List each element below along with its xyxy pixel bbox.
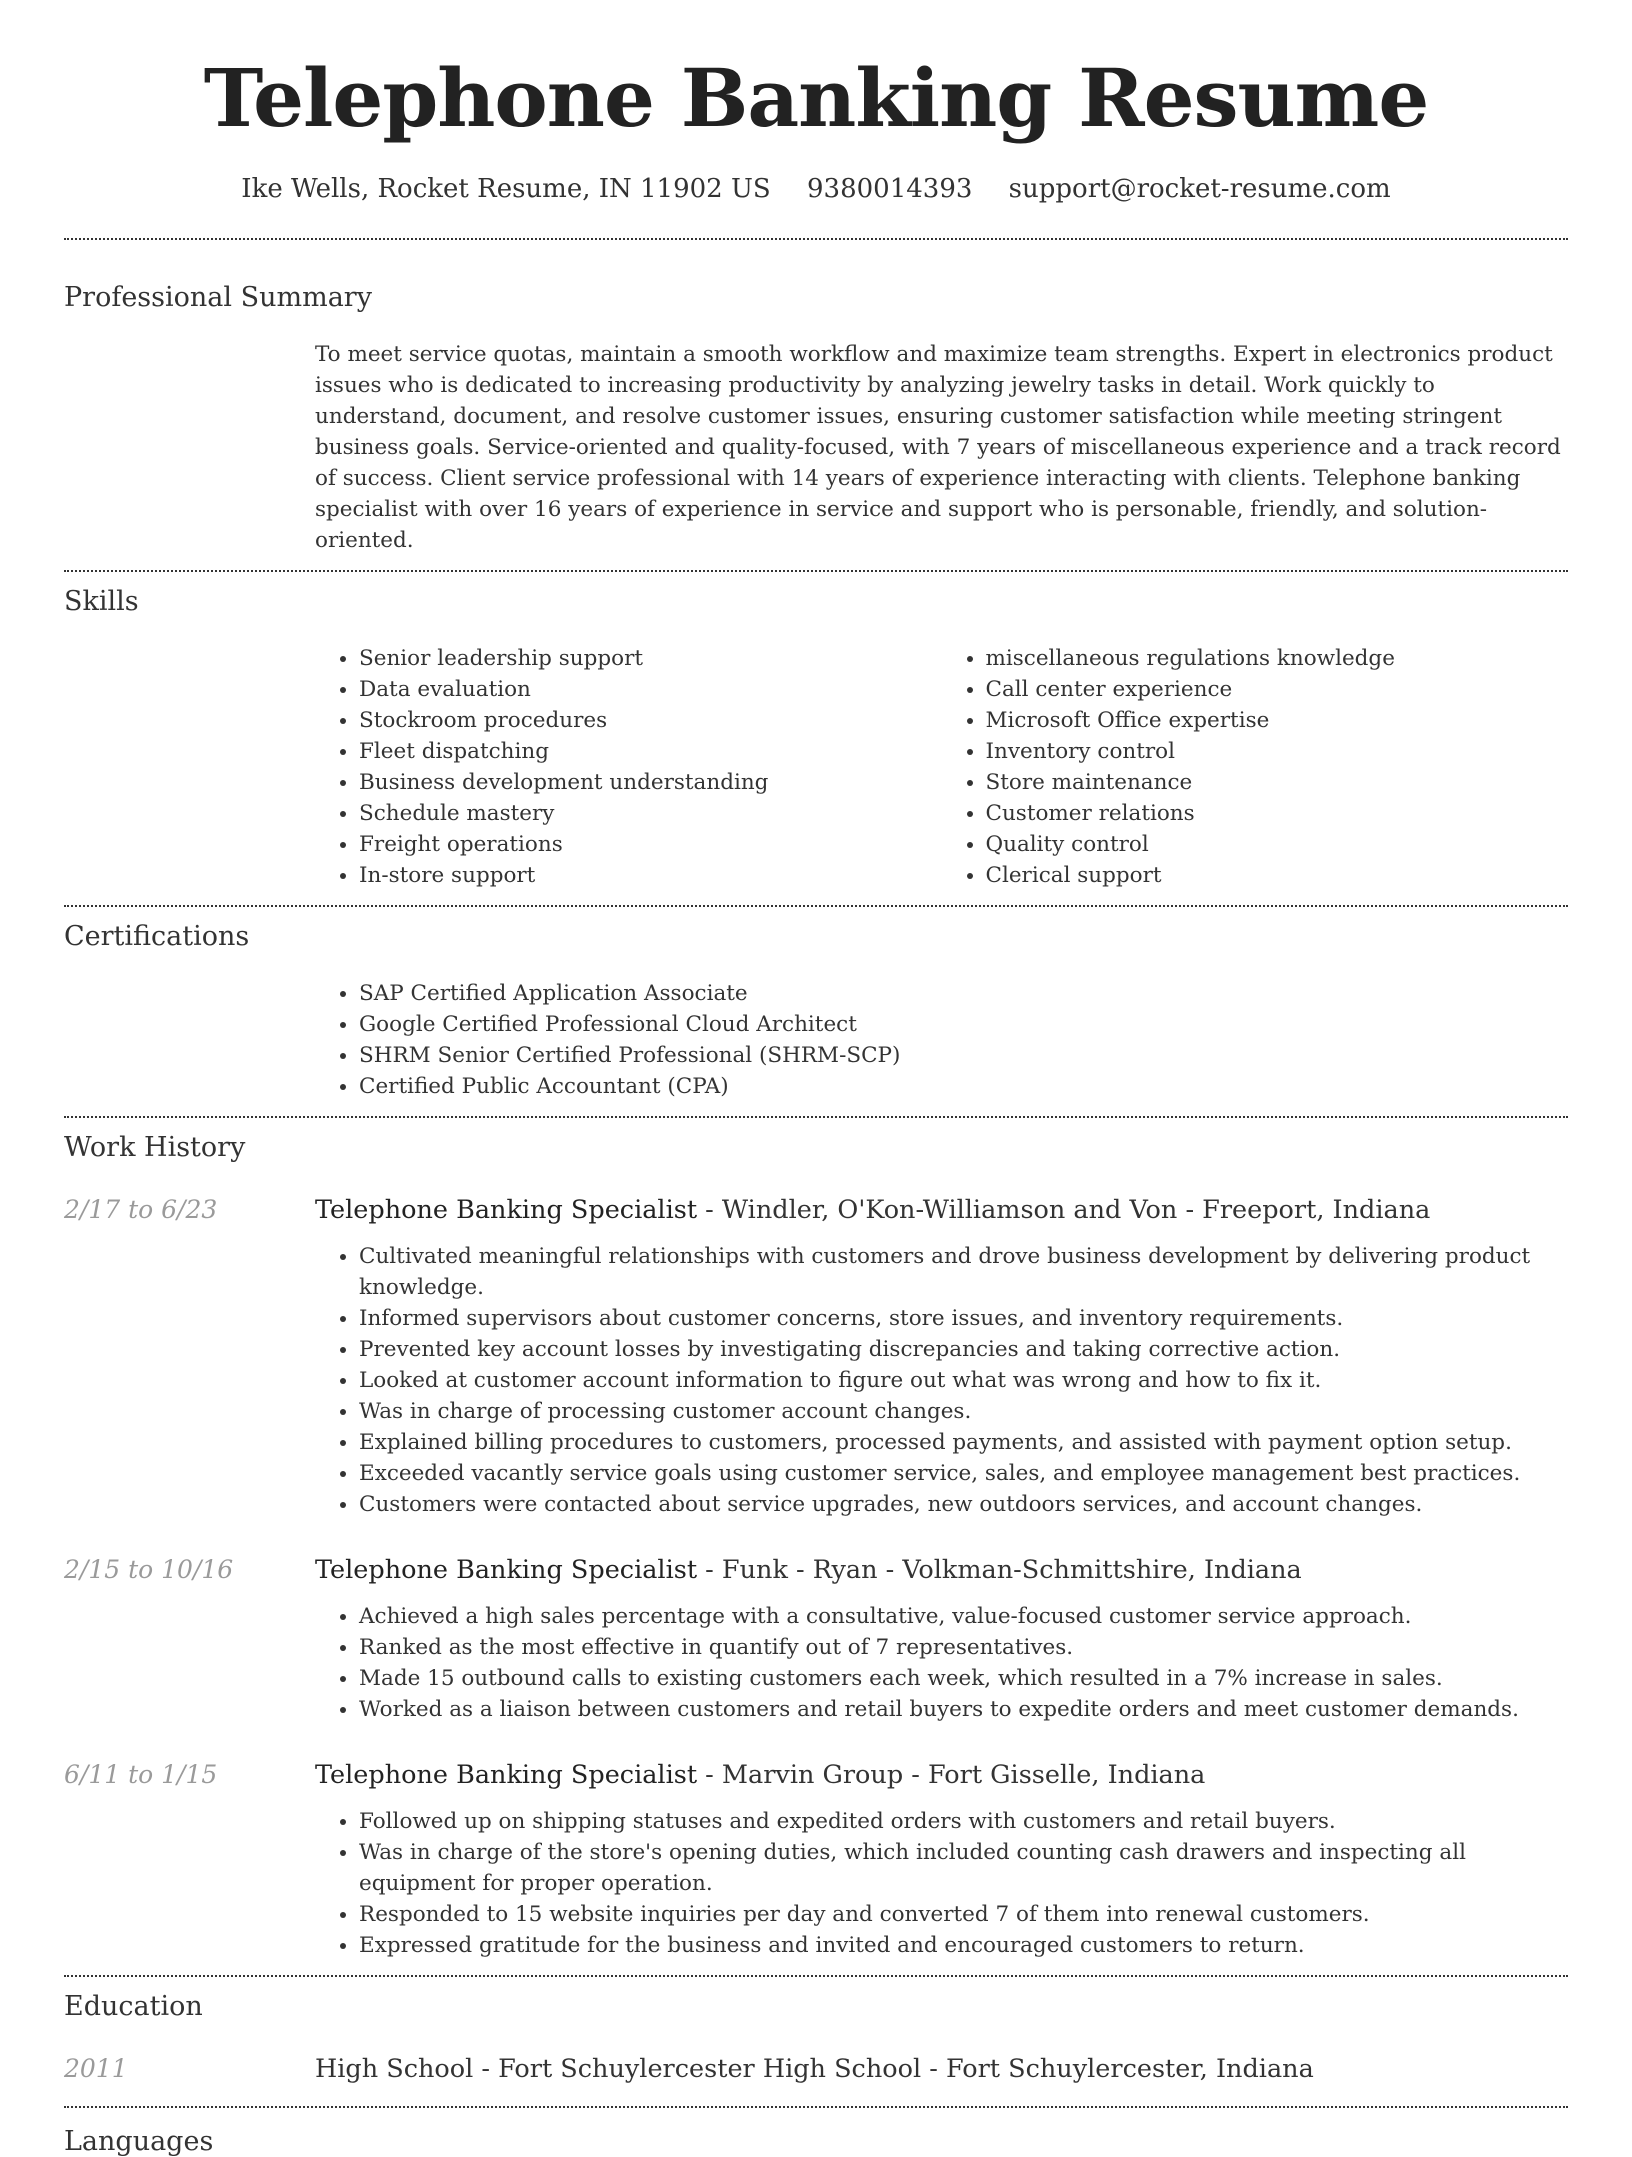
- job-bullet: • Responded to 15 website inquiries per day and converted 7 of them into renewal customers.: [359, 1899, 1568, 1930]
- skill-item: • Stockroom procedures: [359, 705, 942, 736]
- job-bullets: [315, 1241, 1568, 1520]
- education-year: 2011: [64, 2054, 128, 2083]
- contact-line: [64, 174, 1568, 204]
- job-bullet: • Looked at customer account information to figure out what was wrong and how to fix it.: [359, 1365, 1568, 1396]
- job-entry: [64, 1758, 1568, 1961]
- skills-columns: [315, 643, 1568, 891]
- job-entry: [64, 1553, 1568, 1725]
- skill-item: • Store maintenance: [986, 767, 1569, 798]
- job-bullet: • Expressed gratitude for the business and invited and encouraged customers to return.: [359, 1930, 1568, 1961]
- education-entry: [64, 2052, 1568, 2086]
- job-bullet: • Made 15 outbound calls to existing customers each week, which resulted in a 7% increase in sales.: [359, 1663, 1568, 1694]
- skill-item: • In-store support: [359, 860, 942, 891]
- contact-email: support@rocket-resume.com: [1008, 174, 1391, 204]
- skill-item: • Clerical support: [986, 860, 1569, 891]
- job-title: [315, 1193, 1568, 1227]
- job-entry: [64, 1193, 1568, 1520]
- job-dates: 2/17 to 6/23: [64, 1195, 218, 1224]
- skill-item: • Schedule mastery: [359, 798, 942, 829]
- skill-item: • Business development understanding: [359, 767, 942, 798]
- job-bullet: • Explained billing procedures to customers, processed payments, and assisted with payment option setup.: [359, 1427, 1568, 1458]
- job-employer: - Marvin Group - Fort Gisselle, Indiana: [697, 1760, 1206, 1790]
- job-bullet: • Exceeded vacantly service goals using customer service, sales, and employee management best practices.: [359, 1458, 1568, 1489]
- languages-heading: Languages: [64, 2126, 214, 2157]
- job-bullets: [315, 1806, 1568, 1961]
- job-bullet: • Worked as a liaison between customers and retail buyers to expedite orders and meet customer demands.: [359, 1694, 1568, 1725]
- job-bullet: • Achieved a high sales percentage with a consultative, value-focused customer service approach.: [359, 1601, 1568, 1632]
- certification-item: • Google Certified Professional Cloud Architect: [359, 1009, 1568, 1040]
- section-divider: [64, 238, 1568, 240]
- skills-left-list: [315, 643, 942, 891]
- section-divider: [64, 2106, 1568, 2108]
- job-bullet: • Was in charge of processing customer account changes.: [359, 1396, 1568, 1427]
- resume-title: Telephone Banking Resume: [203, 51, 1429, 145]
- job-bullet: • Prevented key account losses by investigating discrepancies and taking corrective action.: [359, 1334, 1568, 1365]
- job-bullets: [315, 1601, 1568, 1725]
- skill-item: • Quality control: [986, 829, 1569, 860]
- section-divider: [64, 905, 1568, 907]
- certification-item: • Certified Public Accountant (CPA): [359, 1071, 1568, 1102]
- certifications-list: [315, 978, 1568, 1102]
- job-bullet: • Informed supervisors about customer concerns, store issues, and inventory requirements.: [359, 1303, 1568, 1334]
- certifications-heading: Certifications: [64, 921, 250, 952]
- job-dates: 6/11 to 1/15: [64, 1760, 218, 1789]
- section-divider: [64, 1116, 1568, 1118]
- skill-item: • Customer relations: [986, 798, 1569, 829]
- skill-item: • Data evaluation: [359, 674, 942, 705]
- skills-heading: Skills: [64, 586, 139, 617]
- job-bullet: • Cultivated meaningful relationships with customers and drove business development by delivering product knowledge.: [359, 1241, 1568, 1303]
- job-body: [315, 1193, 1568, 1520]
- contact-address: Ike Wells, Rocket Resume, IN 11902 US: [241, 174, 771, 204]
- summary-text: To meet service quotas, maintain a smooth workflow and maximize team strengths. Expert in electronics product issues who is dedicated to increasing productivity by analyzing jewelry tasks in detail. Work quickly to understand, document, and resolve customer issues, ensuring customer satisfaction while meeting stringent business goals. Service-oriented and quality-focused, with 7 years of miscellaneous experience and a track record of success. Client service professional with 14 years of experience interacting with clients. Telephone banking specialist with over 16 years of experience in service and support who is personable, friendly, and solution-oriented.: [315, 342, 1561, 553]
- contact-phone: 9380014393: [806, 174, 973, 204]
- education-details: High School - Fort Schuylercester High School - Fort Schuylercester, Indiana: [315, 2054, 1314, 2084]
- skill-item: • miscellaneous regulations knowledge: [986, 643, 1569, 674]
- job-employer: - Windler, O'Kon-Williamson and Von - Freeport, Indiana: [697, 1195, 1431, 1225]
- education-body: [315, 2052, 1568, 2086]
- skill-item: • Microsoft Office expertise: [986, 705, 1569, 736]
- skills-right-list: [942, 643, 1569, 891]
- job-bullet: • Followed up on shipping statuses and expedited orders with customers and retail buyers.: [359, 1806, 1568, 1837]
- job-role: Telephone Banking Specialist: [315, 1760, 698, 1790]
- summary-heading: Professional Summary: [64, 282, 372, 313]
- skill-item: • Freight operations: [359, 829, 942, 860]
- job-dates: 2/15 to 10/16: [64, 1555, 234, 1584]
- job-bullet: • Ranked as the most effective in quantify out of 7 representatives.: [359, 1632, 1568, 1663]
- certification-item: • SHRM Senior Certified Professional (SHRM-SCP): [359, 1040, 1568, 1071]
- job-body: [315, 1758, 1568, 1961]
- job-title: [315, 1553, 1568, 1587]
- skill-item: • Senior leadership support: [359, 643, 942, 674]
- work-history-heading: Work History: [64, 1132, 246, 1163]
- section-divider: [64, 1975, 1568, 1977]
- job-role: Telephone Banking Specialist: [315, 1195, 698, 1225]
- job-bullet: • Was in charge of the store's opening duties, which included counting cash drawers and inspecting all equipment for proper operation.: [359, 1837, 1568, 1899]
- skill-item: • Fleet dispatching: [359, 736, 942, 767]
- skill-item: • Inventory control: [986, 736, 1569, 767]
- job-role: Telephone Banking Specialist: [315, 1555, 698, 1585]
- certification-item: • SAP Certified Application Associate: [359, 978, 1568, 1009]
- job-employer: - Funk - Ryan - Volkman-Schmittshire, Indiana: [697, 1555, 1302, 1585]
- section-divider: [64, 570, 1568, 572]
- skill-item: • Call center experience: [986, 674, 1569, 705]
- job-body: [315, 1553, 1568, 1725]
- job-title: [315, 1758, 1568, 1792]
- education-heading: Education: [64, 1991, 203, 2022]
- job-bullet: • Customers were contacted about service upgrades, new outdoors services, and account changes.: [359, 1489, 1568, 1520]
